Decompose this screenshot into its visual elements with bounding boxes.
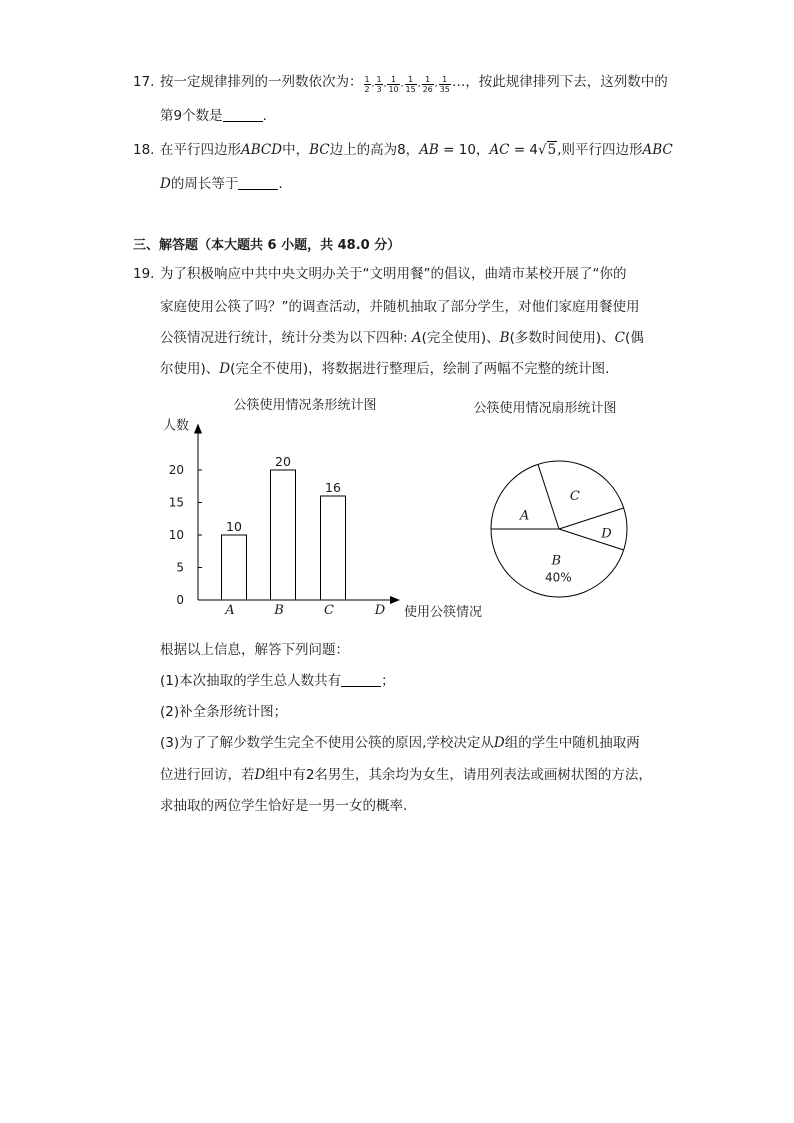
fraction-numerator: 1	[439, 75, 451, 85]
q19-part1-end: ；	[381, 673, 395, 689]
q19-part3-d: D	[254, 767, 266, 783]
bar-c	[321, 496, 346, 600]
q18-sqrt: √5	[538, 142, 557, 158]
q18-number: 18.	[133, 142, 155, 158]
pie-label-a: A	[519, 508, 530, 524]
fraction-separator: ,	[417, 79, 421, 89]
bar-chart-title: 公筷使用情况条形统计图	[233, 398, 377, 413]
q17-line1	[160, 73, 668, 94]
q19-cat-a: A	[411, 330, 422, 346]
fraction-separator: ,	[400, 79, 404, 89]
fraction-separator: ,	[434, 79, 438, 89]
q17-fraction	[422, 75, 434, 94]
fraction-numerator: 1	[387, 75, 399, 85]
bar-data-label-b: 20	[275, 454, 291, 469]
bar-a	[222, 535, 247, 600]
q17-line2	[160, 107, 267, 125]
x-tick-label-c: C	[324, 603, 334, 618]
q17-answer-blank[interactable]	[223, 107, 263, 122]
q19-part3-text: 组的学生中随机抽取两	[504, 735, 640, 751]
pie-label-b: B	[551, 553, 562, 569]
q19-line2: 家庭使用公筷了吗？”的调查活动，并随机抽取了部分学生，对他们家庭用餐使用	[160, 299, 640, 315]
q18-text: 边上的高为8，	[329, 142, 420, 158]
q19-part1-blank[interactable]	[341, 672, 381, 687]
y-tick-label: 20	[168, 463, 184, 477]
fraction-denominator: 26	[422, 85, 433, 94]
q17-fraction	[405, 75, 417, 94]
q17-fraction	[364, 75, 371, 94]
bar-chart	[163, 418, 482, 621]
q19-text: (偶	[624, 330, 644, 346]
q19-cat-d: D	[219, 361, 231, 377]
section-title-a: 三、解答题（本大题共	[133, 238, 268, 253]
q18-bc: BC	[309, 142, 330, 158]
y-axis-arrow	[194, 424, 202, 434]
pie-chart-title: 公筷使用情况扇形统计图	[473, 401, 617, 416]
q19-text: 公筷情况进行统计，统计分类为以下四种:	[160, 330, 412, 346]
q17-text-a: 按一定规律排列的一列数依次为：	[160, 74, 363, 90]
pie-label-d: D	[601, 526, 612, 542]
x-tick-label-a: A	[225, 603, 235, 618]
q19-part3-line3: 求抽取的两位学生恰好是一男一女的概率.	[160, 798, 408, 814]
q19-part2: (2)补全条形统计图；	[160, 704, 288, 720]
q18-ac: AC	[489, 142, 510, 158]
q19-info: 根据以上信息，解答下列问题：	[160, 642, 349, 658]
y-tick-label: 10	[168, 528, 184, 542]
fraction-numerator: 1	[376, 75, 382, 84]
q19-cat-c: C	[614, 330, 625, 346]
q19-line4	[160, 360, 609, 378]
q19-part1-text: (1)本次抽取的学生总人数共有	[160, 673, 342, 689]
section-header	[133, 234, 400, 253]
q19-charts	[0, 385, 794, 630]
q19-text: (多数时间使用)、	[509, 330, 615, 346]
y-axis-label: 人数	[163, 418, 190, 434]
q18-ab: AB	[419, 142, 439, 158]
q17-text-b: ，按此规律排列下去，这列数中的	[465, 74, 668, 90]
q18-line2-text: 的周长等于	[170, 176, 239, 192]
q19-text: (完全使用)、	[421, 330, 500, 346]
bar-data-label-c: 16	[325, 480, 341, 495]
y-tick-label: 5	[176, 560, 184, 575]
q18-line2	[160, 175, 283, 193]
fraction-separator: ,	[371, 79, 375, 89]
fraction-separator: ,	[383, 79, 387, 89]
q18-text: 在平行四边形	[160, 142, 241, 158]
q19-part3-text: (3)为了了解少数学生完全不使用公筷的原因,学校决定从	[160, 735, 494, 751]
fraction-denominator: 3	[376, 85, 382, 94]
q19-number: 19.	[133, 266, 155, 282]
y-tick-label: 0	[176, 593, 184, 607]
q19-line3	[160, 329, 644, 347]
x-axis-label: 使用公筷情况	[404, 605, 483, 620]
bar-b	[271, 470, 296, 600]
q19-text: (完全不使用)，将数据进行整理后，绘制了两幅不完整的统计图.	[230, 361, 610, 377]
fraction-denominator: 10	[388, 85, 399, 94]
q18-abc: ABC	[642, 142, 673, 158]
x-axis-arrow	[390, 596, 400, 604]
q17-ellipsis: …	[451, 74, 466, 90]
q19-part3-line1	[160, 734, 640, 752]
q17-line2-text: 第9个数是	[160, 108, 223, 124]
bar-data-label-a: 10	[226, 519, 242, 534]
q19-cat-b: B	[499, 330, 510, 346]
q19-part3-text: 组中有2名男生，其余均为女生，请用列表法或画树状图的方法，	[265, 767, 652, 783]
q17-number: 17.	[133, 74, 155, 90]
x-tick-label-d: D	[374, 603, 386, 618]
fraction-denominator: 2	[364, 85, 370, 94]
q18-text: ,则平行四边形	[557, 142, 643, 158]
q19-line1: 为了积极响应中共中央文明办关于“文明用餐”的倡议，曲靖市某校开展了“你的	[160, 266, 627, 282]
q18-d: D	[160, 176, 171, 192]
q17-line2-end: .	[262, 108, 267, 124]
q18-sqrt-value: 5	[547, 142, 557, 158]
pie-chart	[491, 461, 627, 597]
fraction-denominator: 35	[439, 85, 450, 94]
q18-line2-end: .	[278, 176, 283, 192]
q19-part3-line2	[160, 766, 652, 784]
q18-text: = 10，	[438, 142, 490, 158]
q17-fractions	[363, 74, 452, 94]
y-tick-label: 15	[168, 495, 184, 510]
section-score: 48.0	[337, 238, 370, 253]
fraction-numerator: 1	[422, 75, 434, 85]
pie-label-c: C	[569, 489, 580, 505]
fraction-denominator: 15	[405, 85, 416, 94]
q18-answer-blank[interactable]	[238, 175, 278, 190]
q19-text: 尔使用)、	[160, 361, 220, 377]
pie-percent-b: 40%	[544, 570, 572, 585]
section-count: 6	[267, 238, 277, 253]
q19-part1	[160, 672, 395, 690]
q17-fraction	[375, 75, 382, 94]
q19-part3-d: D	[493, 735, 505, 751]
fraction-numerator: 1	[364, 75, 370, 84]
q18-text: 中，	[282, 142, 310, 158]
q17-fraction	[439, 75, 451, 94]
q17-fraction	[387, 75, 399, 94]
section-title-b: 小题，共	[276, 238, 338, 253]
section-title-c: 分）	[369, 238, 401, 253]
fraction-numerator: 1	[405, 75, 417, 85]
x-tick-label-b: B	[274, 603, 284, 618]
q19-part3-text: 位进行回访，若	[160, 767, 255, 783]
q18-text: = 4	[509, 142, 539, 158]
q18-abcd: ABCD	[241, 142, 283, 158]
q18-line1	[160, 141, 673, 159]
